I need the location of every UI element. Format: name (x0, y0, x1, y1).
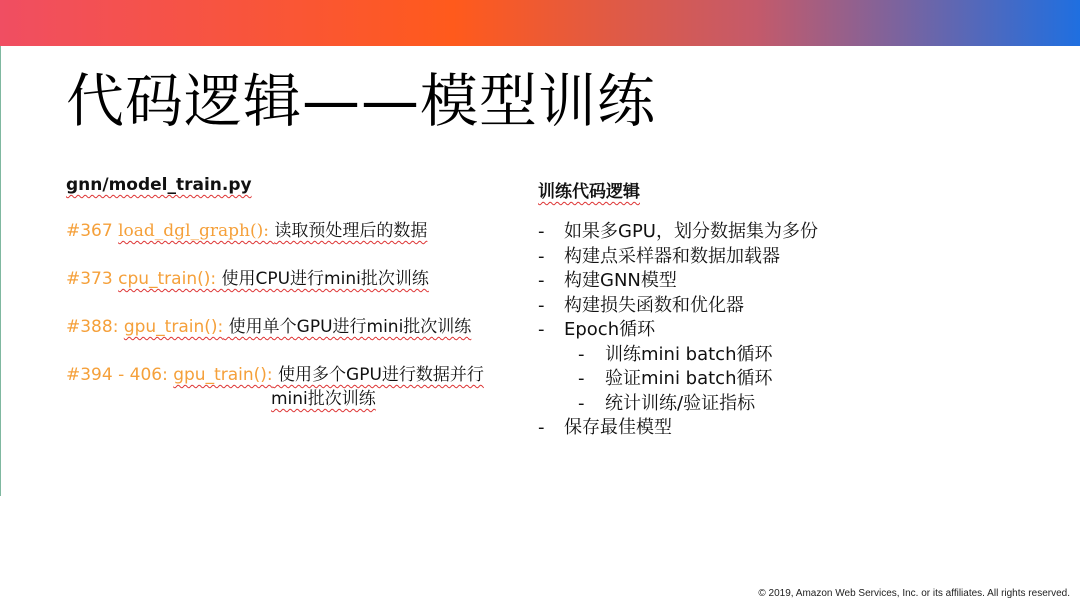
list-item: - 保存最佳模型 (538, 416, 1058, 441)
sub-list-item: - 统计训练/验证指标 (538, 392, 1058, 417)
logic-steps-list (538, 220, 1058, 441)
line-ref: #394 - 406: (66, 365, 174, 385)
function-name: load_dgl_graph(): (118, 221, 275, 241)
dash-bullet: - (538, 245, 545, 267)
slide-title: 代码逻辑——模型训练 (66, 67, 657, 135)
copyright-notice: © 2019, Amazon Web Services, Inc. or its affiliates. All rights reserved. (758, 588, 1070, 599)
entry-description: 读取预处理后的数据 (274, 221, 428, 241)
training-logic-column (538, 177, 1058, 441)
function-name: gpu_train(): (173, 365, 273, 385)
code-reference-column (66, 175, 526, 435)
entry-description-continued: mini批次训练 (271, 389, 376, 409)
dash-bullet: - (578, 343, 585, 365)
function-name: gpu_train(): (123, 317, 224, 337)
list-item: - 如果多GPU，划分数据集为多份 (538, 220, 1058, 245)
dash-bullet: - (538, 294, 545, 316)
line-ref: #388: (66, 317, 124, 337)
dash-bullet: - (538, 270, 545, 291)
list-item: - 构建GNN模型 (538, 269, 1058, 294)
sub-list-item: - 验证mini batch循环 (538, 367, 1058, 392)
list-item: - 构建损失函数和优化器 (538, 294, 1058, 319)
code-entry-388 (66, 315, 526, 339)
code-entry-367 (66, 219, 526, 243)
logic-title: 训练代码逻辑 (538, 182, 640, 202)
function-name: cpu_train(): (118, 269, 217, 289)
line-ref: #367 (66, 221, 119, 241)
entry-description: 使用单个GPU进行mini批次训练 (223, 317, 472, 337)
header-gradient-bar (0, 0, 1080, 46)
entry-description: 使用多个GPU进行数据并行 (272, 365, 484, 385)
line-ref: #373 (66, 269, 119, 289)
list-item: - Epoch循环 (538, 318, 1058, 343)
dash-bullet: - (538, 319, 545, 340)
code-entry-394-406 (66, 363, 526, 411)
file-path: gnn/model_train.py (66, 175, 252, 195)
dash-bullet: - (578, 392, 585, 414)
entry-description: 使用CPU进行mini批次训练 (216, 269, 429, 289)
left-edge-rule (0, 46, 1, 496)
dash-bullet: - (538, 221, 545, 242)
code-entry-373 (66, 267, 526, 291)
list-item: - 构建点采样器和数据加载器 (538, 245, 1058, 270)
sub-list-item: - 训练mini batch循环 (538, 343, 1058, 368)
dash-bullet: - (578, 368, 585, 389)
dash-bullet: - (538, 417, 545, 438)
